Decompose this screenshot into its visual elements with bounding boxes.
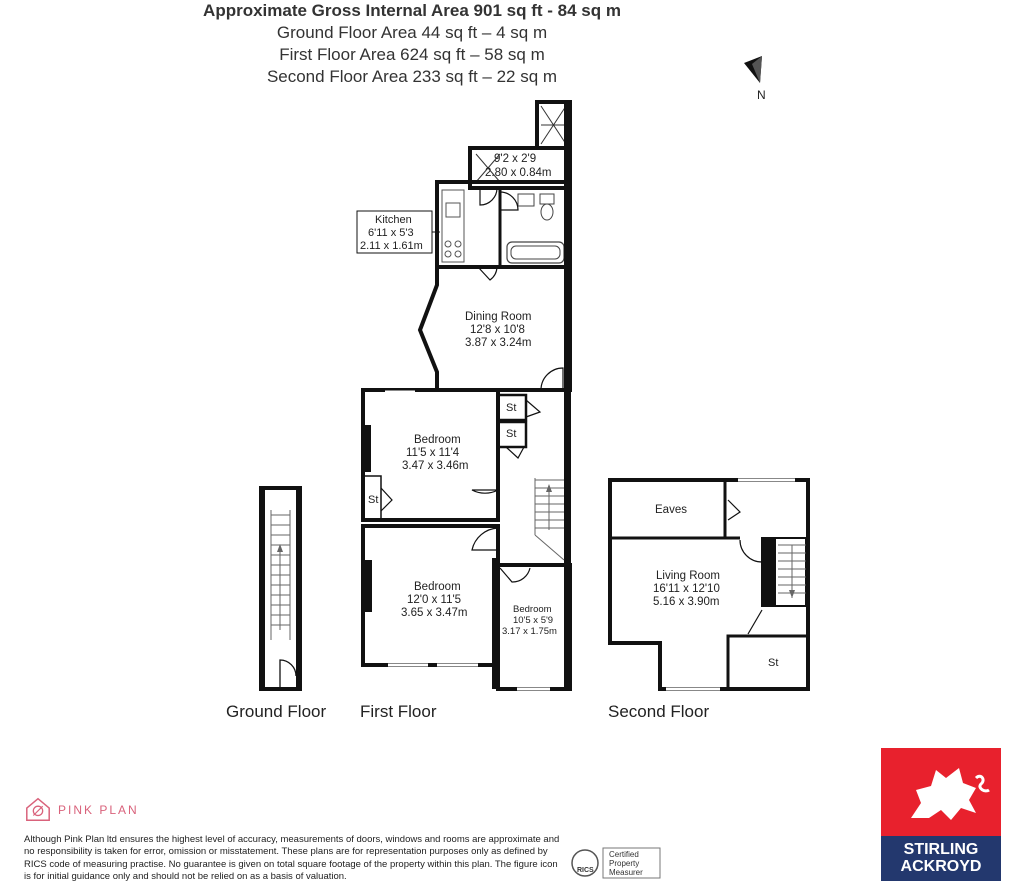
ground-floor-area: Ground Floor Area 44 sq ft – 4 sq m (276, 23, 548, 42)
bedroom3-dims-ft: 10'5 x 5'9 (513, 615, 554, 626)
bedroom1-dims-m: 3.47 x 3.46m (402, 460, 469, 472)
dining-dims-m: 3.87 x 3.24m (465, 337, 532, 349)
eaves-name: Eaves (655, 504, 687, 516)
living-dims-m: 5.16 x 3.90m (653, 596, 720, 608)
kitchen-dims-m: 2.11 x 1.61m (360, 240, 423, 252)
pink-plan-logo-icon (24, 795, 52, 823)
storage-label-3: St (368, 494, 379, 506)
agent-name-line1: STIRLING (903, 841, 979, 858)
first-floor-plan (361, 102, 571, 689)
rics-certified-text: Certified Property Measurer (609, 850, 643, 877)
brand-name: PINK PLAN (58, 803, 139, 817)
disclaimer-text: Although Pink Plan ltd ensures the highest level of accuracy, measurements of doors, windows and rooms are approximate and no responsibility is taken for error, omission or misstatement. These plans are for representation purposes only as defined by RICS code of measuring practise. No guarantee is given on total square footage of the property within this plan. The figure icon is for initial guidance only and should not be relied on as a basis of valuation. (24, 834, 560, 882)
terrace-dims-ft: 9'2 x 2'9 (494, 153, 537, 165)
agent-name (881, 836, 1001, 881)
kitchen-dims-ft: 6'11 x 5'3 (368, 227, 414, 239)
second-floor-area: Second Floor Area 233 sq ft – 22 sq m (266, 67, 558, 86)
bedroom3-dims-m: 3.17 x 1.75m (502, 626, 557, 637)
griffin-logo-icon (881, 748, 1001, 836)
terrace-dims-m: 2.80 x 0.84m (485, 167, 552, 179)
dining-name: Dining Room (465, 311, 532, 323)
living-name: Living Room (656, 570, 720, 582)
storage-label-2: St (506, 428, 517, 440)
kitchen-name: Kitchen (375, 214, 412, 226)
bedroom1-dims-ft: 11'5 x 11'4 (406, 447, 460, 459)
bedroom2-dims-ft: 12'0 x 11'5 (407, 594, 462, 606)
first-floor-area: First Floor Area 624 sq ft – 58 sq m (279, 45, 545, 64)
rics-badge-label: RICS (577, 867, 594, 874)
ground-floor-plan (261, 488, 300, 689)
ground-floor-label: Ground Floor (226, 702, 327, 721)
agent-name-line2: ACKROYD (900, 858, 982, 875)
bedroom3-name: Bedroom (513, 604, 552, 615)
bedroom2-dims-m: 3.65 x 3.47m (401, 607, 468, 619)
storage-label-4: St (768, 657, 779, 669)
area-title: Approximate Gross Internal Area 901 sq ft - 84 sq m (203, 1, 621, 20)
bedroom2-name: Bedroom (414, 581, 461, 593)
storage-label-1: St (506, 402, 517, 414)
first-floor-label: First Floor (360, 702, 437, 721)
dining-dims-ft: 12'8 x 10'8 (470, 324, 525, 336)
north-arrow-icon (744, 56, 766, 102)
stirling-ackroyd-logo (881, 748, 1001, 881)
living-dims-ft: 16'11 x 12'10 (653, 583, 720, 595)
north-label: N (757, 88, 766, 102)
bedroom1-name: Bedroom (414, 434, 461, 446)
second-floor-label: Second Floor (608, 702, 710, 721)
